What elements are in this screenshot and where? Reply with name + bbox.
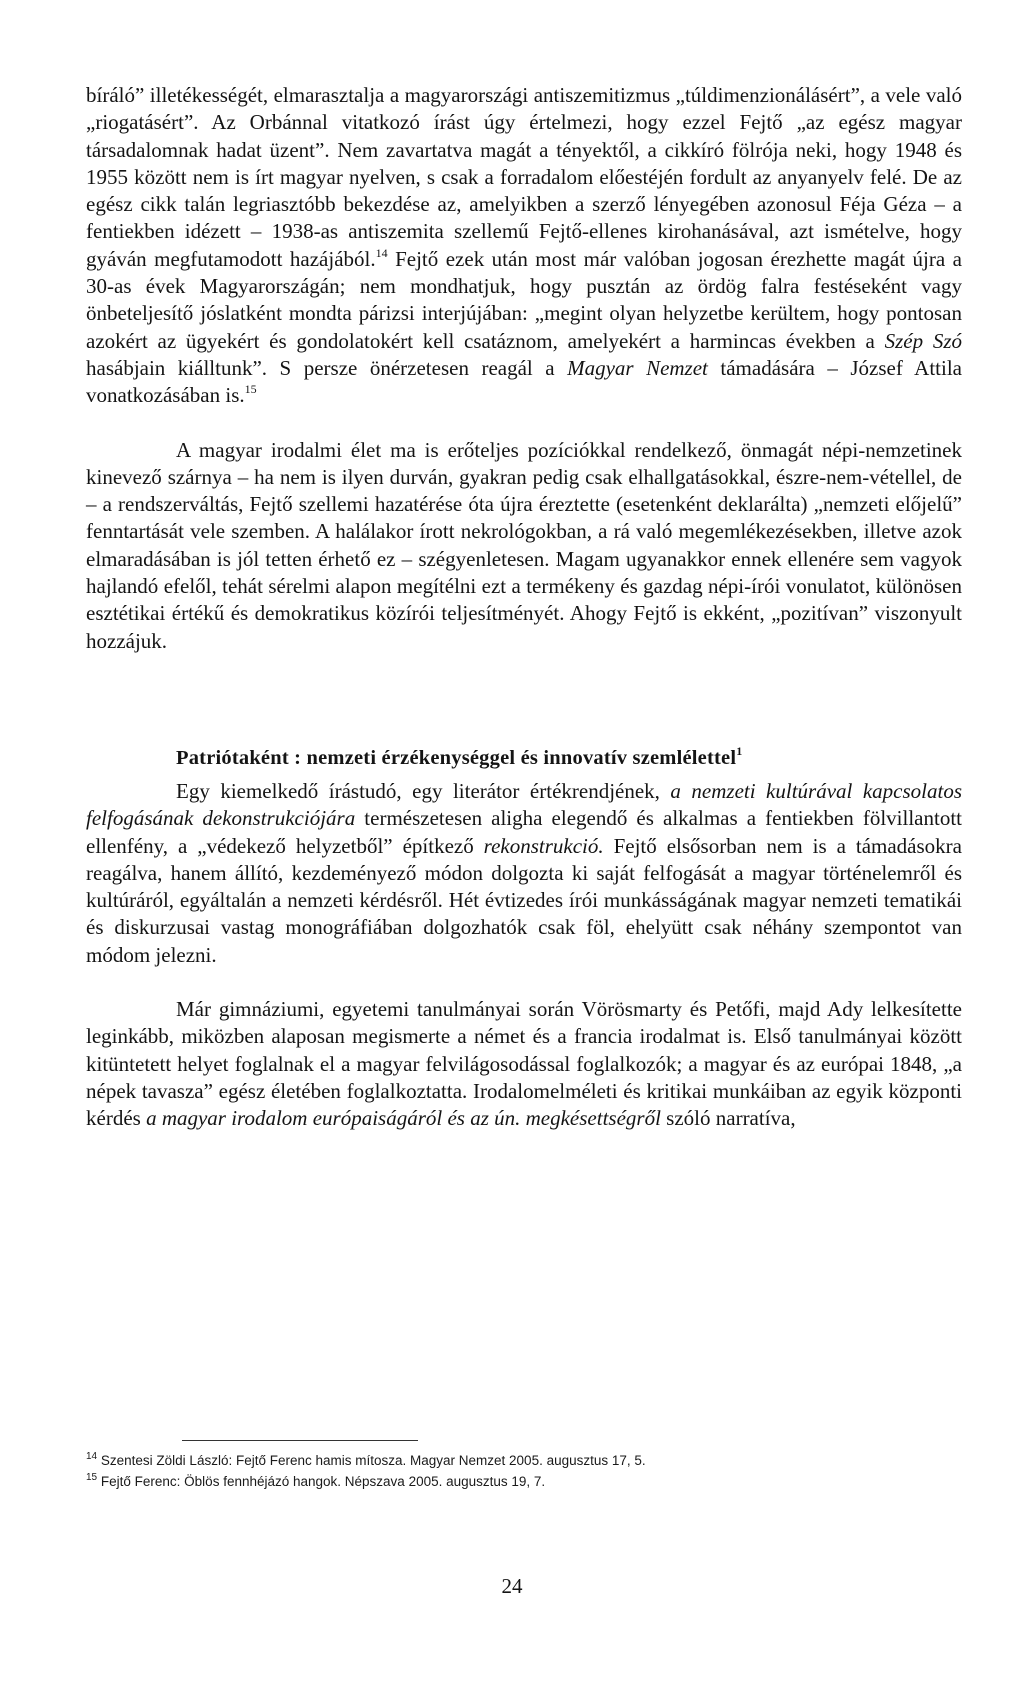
footnote-14-number: 14 xyxy=(86,1451,98,1462)
italic-rekonstrukcio: rekonstrukció. xyxy=(483,833,604,858)
paragraph-1-text-d: támadására – József Attila vonatkozásában is. xyxy=(86,355,962,408)
paragraph-2: A magyar irodalmi élet ma is erőteljes pozíciókkal rendelkező, önmagát népi-nemzetinek kinevező szárnya – ha nem is ilyen durván, gyakran pedig csak elhallgatásokkal, észre-nem-vétellel, de – a rendszerváltás, Fejtő szellemi hazatérése óta újra éreztette (esetenként deklarálta) „nemzeti előjelű” fenntartását vele szemben. A halálakor írott nekrológokban, a rá való megemlékezésekben, illetve azok elmaradásában is jól tetten érhető ez – szégyenletesen. Magam ugyanakkor ennek ellenére sem vagyok hajlandó efelől, tehát sérelmi alapon megítélni ezt a termékeny és gazdag népi-írói vonulatot, különösen esztétikai értékű és demokratikus közírói teljesítményét. Ahogy Fejtő is ekként, „pozitívan” viszonyult hozzájuk. xyxy=(86,437,962,653)
italic-phrase-dekonstrukcio: a nemzeti kultúrával kapcsolatos felfogásának dekonstrukciójára xyxy=(86,778,963,831)
italic-szep-szo: Szép Szó xyxy=(884,328,962,353)
paragraph-3-text-b: természetesen aligha elegendő és alkalmas a fentiekben fölvillantott ellenfény, a „védekező helyzetből” építkező xyxy=(86,806,963,858)
footnote-separator xyxy=(182,1440,418,1441)
footnote-ref-14[interactable]: 14 xyxy=(375,245,388,260)
paragraph-4-text-a: Már gimnáziumi, egyetemi tanulmányai során Vörösmarty és Petőfi, majd Ady lelkesítette leginkább, miközben alaposan megismerte a német és a francia irodalmat is. Első tanulmányai között kitüntetett helyet foglalnak el a magyar felvilágosodással foglalkozók; a magyar és az európai 1848, „a népek tavasza” egész életében foglalkoztatta. Irodalomelméleti és kritikai munkáiban az egyik központi kérdés xyxy=(86,997,962,1131)
paragraph-1-text-b: Fejtő ezek után most már valóban jogosan érezhette magát újra a 30-as évek Magyarországán; nem mondhatjuk, hogy pusztán az ördög falra festéseként vagy önbeteljesítő jóslatként mondta párizsi interjújában: „megint olyan helyzetbe kerültem, hogy pontosan azokért az ügyekért és gondolatokért kell csatáznom, amelyekért a harmincas években a xyxy=(86,246,962,353)
footnote-15-number: 15 xyxy=(86,1472,98,1483)
footnote-14 xyxy=(86,1450,946,1471)
page-body xyxy=(86,82,962,1133)
section-heading xyxy=(176,745,962,772)
paragraph-3-text-a: Egy kiemelkedő írástudó, egy literátor értékrendjének, xyxy=(176,778,671,803)
section-heading-text: Patriótaként : nemzeti érzékenységgel és innovatív szemlélettel xyxy=(176,746,737,769)
footnote-14-text: Szentesi Zöldi László: Fejtő Ferenc hamis mítosza. Magyar Nemzet 2005. augusztus 17, 5. xyxy=(100,1453,646,1468)
footnotes xyxy=(86,1450,946,1492)
footnote-ref-1[interactable]: 1 xyxy=(736,743,743,758)
paragraph-3 xyxy=(86,778,962,969)
paragraph-4-text-b: szóló narratíva, xyxy=(660,1106,796,1131)
paragraph-3-text-c: Fejtő elsősorban nem is a támadásokra reagálva, hanem állító, kezdeményező módon dolgozta ki saját felfogását a magyar történelemről és kultúráról, egyáltalán a nemzeti kérdésről. Hét évtizedes írói munkásságának magyar nemzeti tematikái és diskurzusai vastag monográfiában dolgozhatók csak föl, ehelyütt csak néhány szempontot van módom jelezni. xyxy=(86,833,962,967)
footnote-15 xyxy=(86,1471,946,1492)
italic-phrase-europaisag: a magyar irodalom európaiságáról és az ún. megkésettségről xyxy=(146,1106,661,1131)
paragraph-1-text-a: bíráló” illetékességét, elmarasztalja a magyarországi antiszemitizmus „túldimenzionálásért”, a vele való „riogatásért”. Az Orbánnal vitatkozó írást úgy értelmezi, hogy ezzel Fejtő „az egész magyar társadalomnak hadat üzent”. Nem zavartatva magát a tényektől, a cikkíró fölrója neki, hogy 1948 és 1955 között nem is írt magyar nyelven, s csak a forradalom előestéjén fordult az anyanyelv felé. De az egész cikk talán legriasztóbb bekezdése az, amelyikben a szerző lényegében azonosul Féja Géza – a fentiekben idézett – 1938-as antiszemita szellemű Fejtő-ellenes kirohanásával, azt ismételve, hogy gyáván megfutamodott hazájából. xyxy=(86,83,962,271)
paragraph-1-text-c: hasábjain kiálltunk”. S persze önérzetesen reagál a xyxy=(86,355,568,380)
italic-magyar-nemzet: Magyar Nemzet xyxy=(567,355,708,380)
footnote-15-text: Fejtő Ferenc: Öblös fennhéjázó hangok. Népszava 2005. augusztus 19, 7. xyxy=(100,1474,546,1489)
paragraph-1 xyxy=(86,82,962,410)
footnote-ref-15[interactable]: 15 xyxy=(244,382,257,397)
paragraph-4 xyxy=(86,996,962,1132)
page-number: 24 xyxy=(501,1574,523,1598)
